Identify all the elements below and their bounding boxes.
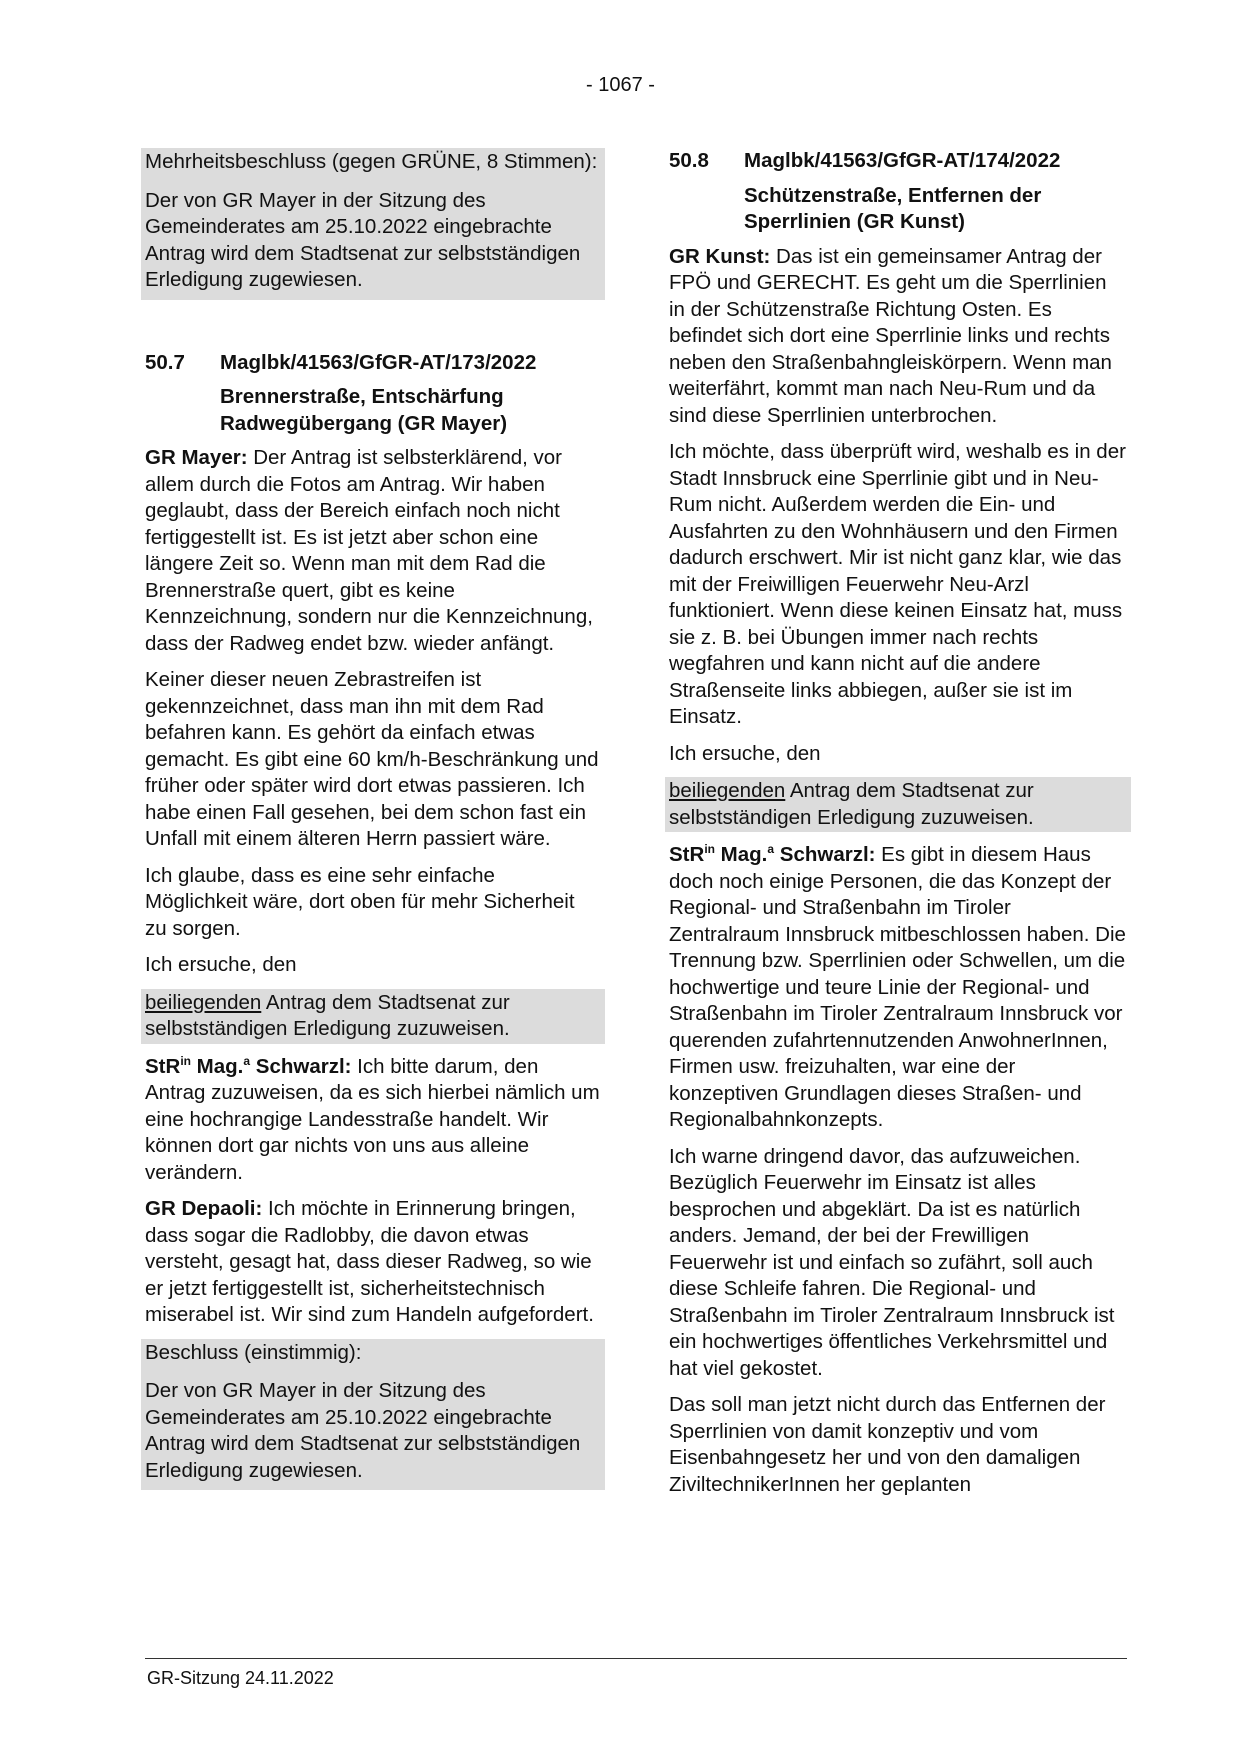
footer-session-date: GR-Sitzung 24.11.2022 (147, 1668, 334, 1688)
request-box (141, 989, 605, 1044)
item-subject: Brennerstraße, Entschärfung Radwegübergang (GR Mayer) (220, 385, 508, 435)
speaker-name: GR Kunst: (669, 244, 771, 268)
speech-schwarzl-2: Ich warne dringend davor, das aufzuweichen. Bezüglich Feuerwehr im Einsatz ist alles besprochen und abgeklärt. Da ist es natürlich anders. Jemand, der bei der Frewilligen Feuerwehr ist und einfach so zufährt, soll auch diese Schleife fahren. Die Regional- und Straßenbahn im Tiroler Zentralraum Innsbruck ist ein hochwertiges öffentliches Verkehrsmittel und hat viel gekostet. (669, 1144, 1115, 1380)
item-number: 50.8 (669, 149, 709, 172)
speech-kunst-1: GR Kunst: Das ist ein gemeinsamer Antrag der FPÖ und GERECHT. Es geht um die Sperrlinien in der Schützenstraße Richtung Osten. Es befindet sich dort eine Sperrlinie links und rechts neben den Straßenbahngleiskörpern. Wenn man weiterfährt, kommt man nach Neu-Rum und da sind diese Sperrlinien unterbrochen. (669, 244, 1112, 427)
request-box (665, 777, 1131, 832)
speaker-name: GR Mayer: (145, 446, 248, 469)
speaker-name: GR Depaoli: (145, 1197, 263, 1220)
item-subject: Schützenstraße, Entfernen der Sperrlinien (GR Kunst) (744, 183, 1042, 233)
left-column (145, 148, 601, 1490)
speaker-name: StR$^{in}$ Mag.$^a$ Schwarzl: (145, 1053, 352, 1078)
vote-result-2: Beschluss (einstimmig): (145, 1340, 362, 1364)
speech-mayer-1: GR Mayer: Der Antrag ist selbsterklärend, vor allem durch die Fotos am Antrag. Wir haben geglaubt, dass der Bereich einfach noch nicht fertiggestellt ist. Es ist jetzt aber schon eine längere Zeit so. Wenn man mit dem Rad die Brennerstraße quert, gibt es keine Kennzeichnung, sondern nur die Kennzeichnung, dass der Radweg endet bzw. wieder anfängt. (145, 446, 593, 655)
footer-divider (145, 1658, 1127, 1659)
item-heading-50-7 (145, 350, 601, 377)
request-intro: Ich ersuche, den (669, 741, 821, 765)
speech-schwarzl-3: Das soll man jetzt nicht durch das Entfernen der Sperrlinien von damit konzeptiv und vom Eisenbahngesetz her und von den damaligen ZiviltechnikerInnen her geplanten (669, 1393, 1106, 1496)
page-number: - 1067 - (586, 74, 655, 96)
vote-result-1: Mehrheitsbeschluss (gegen GRÜNE, 8 Stimmen): (145, 150, 598, 173)
speech-kunst-2: Ich möchte, dass überprüft wird, weshalb es in der Stadt Innsbruck eine Sperrlinie gibt und in Neu-Rum nicht. Außerdem werden die Ein- und Ausfahrten zu den Wohnhäusern und den Firmen dadurch erschwert. Mir ist nicht ganz klar, wie das mit der Freiwilligen Feuerwehr Neu-Arzl funktioniert. Wenn diese keinen Einsatz hat, muss sie z. B. bei Übungen immer nach rechts wegfahren und kann nicht auf die andere Straßenseite links abbiegen, außer sie ist im Einsatz. (669, 440, 1126, 728)
speech-schwarzl: StR$^{in}$ Mag.$^a$ Schwarzl: Ich bitte darum, den Antrag zuzuweisen, da es sich hierbei nämlich um eine hochrangige Landesstraße handelt. Wir können dort gar nichts von uns aus alleine verändern. (145, 1053, 600, 1184)
request-text: beiliegenden Antrag dem Stadtsenat zur selbstständigen Erledigung zuzuweisen. (669, 779, 1034, 829)
speech-schwarzl-1: StR$^{in}$ Mag.$^a$ Schwarzl: Es gibt in diesem Haus doch noch einige Personen, die das Konzept der Regional- und Straßenbahn im Tiroler Zentralraum Innsbruck mitbeschlossen haben. Die Trennung bzw. Sperrlinien oder Schwellen, um die hochwertige und teure Linie der Regional- und Straßenbahn im Tiroler Zentralraum Innsbruck vor querenden zufahrtennutzenden AnwohnerInnen, Firmen usw. freizuhalten, war eine der konzeptiven Grundlagen dieses Straßen- und Regionalbahnkonzepts. (669, 842, 1126, 1131)
resolution-box-1 (141, 148, 605, 300)
item-reference: Maglbk/41563/GfGR-AT/173/2022 (220, 350, 537, 374)
resolution-box-2 (141, 1339, 605, 1491)
item-heading-50-8 (669, 148, 1127, 175)
request-text: beiliegenden Antrag dem Stadtsenat zur selbstständigen Erledigung zuzuweisen. (145, 990, 510, 1040)
speech-mayer-2: Keiner dieser neuen Zebrastreifen ist gekennzeichnet, dass man ihn mit dem Rad befahren kann. Es gehört da einfach etwas gemacht. Es gibt eine 60 km/h-Beschränkung und früher oder später wird dort etwas passieren. Ich habe einen Fall gesehen, bei dem schon fast ein Unfall mit einem älteren Herrn passiert wäre. (145, 668, 599, 850)
speaker-name: StR$^{in}$ Mag.$^a$ Schwarzl: (669, 842, 876, 866)
item-reference: Maglbk/41563/GfGR-AT/174/2022 (744, 149, 1061, 172)
right-column (669, 148, 1127, 1508)
speech-depaoli: GR Depaoli: Ich möchte in Erinnerung bringen, dass sogar die Radlobby, die davon etwas versteht, gesagt hat, dass dieser Radweg, so wie er jetzt fertiggestellt ist, sicherheitstechnisch miserabel ist. Wir sind zum Handeln aufgefordert. (145, 1197, 594, 1326)
speech-mayer-3: Ich glaube, dass es eine sehr einfache Möglichkeit wäre, dort oben für mehr Sicherheit zu sorgen. (145, 863, 575, 940)
decision-text-2: Der von GR Mayer in der Sitzung des Gemeinderates am 25.10.2022 eingebrachte Antrag wird dem Stadtsenat zur selbstständigen Erledigung zugewiesen. (145, 1379, 581, 1482)
decision-text-1: Der von GR Mayer in der Sitzung des Gemeinderates am 25.10.2022 eingebrachte Antrag wird dem Stadtsenat zur selbstständigen Erledigung zugewiesen. (145, 188, 581, 291)
request-intro: Ich ersuche, den (145, 953, 297, 976)
item-number: 50.7 (145, 350, 185, 374)
